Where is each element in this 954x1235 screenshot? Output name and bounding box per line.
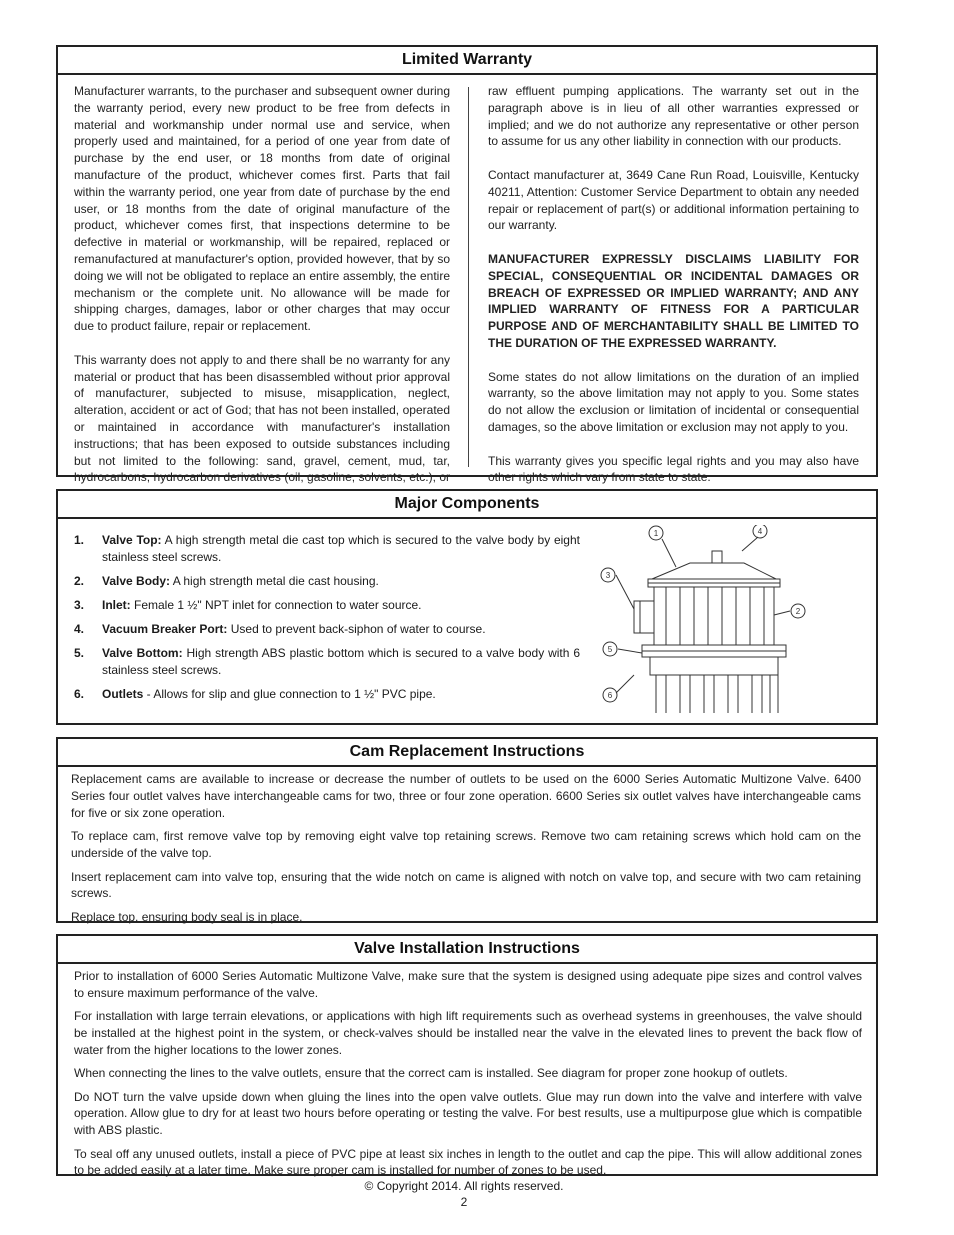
- component-item: [74, 645, 580, 679]
- component-term: Valve Top:: [102, 533, 162, 547]
- callout-6: 6: [607, 691, 613, 700]
- component-number: 1.: [74, 533, 85, 547]
- warranty-left-column: [74, 83, 450, 520]
- warranty-paragraph: Manufacturer warrants, to the purchaser and subsequent owner during the warranty period, every new product to be free from defects in material and workmanship under normal use and service, when properly used and maintained, for a period of one year from date of purchase by the end user, or 18 months from date of original manufacture of the product, whichever comes first. Parts that fail within the warranty period, one year from date of purchase by the end user, or 18 months from the date of original manufacture of the product, whichever comes first, that inspections determine to be defective in material or workmanship, will be repaired, replaced or remanufactured at manufacturer's option, provided however, that by so doing we will not be obligated to replace an entire assembly, the entire mechanism or the complete unit. No allowance will be made for shipping charges, damages, labor or other charges that may occur due to product failure, repair or replacement.: [74, 84, 450, 334]
- components-list: [74, 532, 580, 710]
- callout-1: 1: [653, 529, 659, 538]
- valve-installation-title: Valve Installation Instructions: [58, 936, 876, 964]
- component-item: [74, 532, 580, 566]
- cam-replacement-section: [56, 737, 878, 923]
- valve-diagram: [594, 525, 844, 721]
- component-item: [74, 686, 580, 703]
- major-components-title: Major Components: [58, 491, 876, 519]
- page-number: 2: [460, 1195, 468, 1209]
- valve-installation-section: [56, 934, 878, 1176]
- cam-paragraph: Replacement cams are available to increase or decrease the number of outlets to be used on the 6000 Series Automatic Multizone Valve. 6400 Series four outlet valves have interchangeable cams for two, three or four zone operation. 6600 Series six outlet valves have interchangeable cams for five or six zone operation.: [71, 772, 861, 820]
- component-description: A high strength metal die cast housing.: [170, 573, 379, 588]
- component-item: [74, 621, 580, 638]
- component-description: - Allows for slip and glue connection to 1 ½" PVC pipe.: [143, 686, 436, 701]
- component-description: High strength ABS plastic bottom which is secured to a valve body with 6 stainless steel screws.: [102, 645, 581, 677]
- inlet-port: [634, 601, 654, 633]
- component-item: [74, 573, 580, 590]
- component-number: 4.: [74, 621, 85, 636]
- warranty-disclaimer: MANUFACTURER EXPRESSLY DISCLAIMS LIABILITY FOR SPECIAL, CONSEQUENTIAL OR INCIDENTAL DAMAGES OR BREACH OF EXPRESSED OR IMPLIED WARRANTY; AND ANY IMPLIED WARRANTY OF FITNESS FOR A PARTICULAR PURPOSE AND OF MERCHANTABILITY SHALL BE LIMITED TO THE DURATION OF THE EXPRESSED WARRANTY.: [488, 251, 859, 350]
- cam-paragraph: Replace top, ensuring body seal is in place.: [71, 909, 303, 924]
- valve-top-dome: [652, 563, 776, 579]
- cam-paragraph: To replace cam, first remove valve top by removing eight valve top retaining screws. Remove two cam retaining screws which hold cam on the underside of the valve top.: [71, 829, 861, 860]
- limited-warranty-title: Limited Warranty: [58, 47, 876, 75]
- component-term: Valve Body:: [102, 573, 171, 588]
- cam-replacement-body: [71, 771, 861, 933]
- column-divider: [468, 87, 469, 467]
- valve-installation-body: [74, 968, 862, 1186]
- warranty-paragraph: This warranty does not apply to and there shall be no warranty for any material or product that has been disassembled without prior approval of manufacturer, subjected to misuse, misapplication, neglect, alteration, accident or act of God; that has not been installed, operated or maintained in accordance with manufacturer's installation instructions; that has been exposed to outside substances including but not limited to the following: sand, gravel, cement, mud, tar, hydrocarbons, hydrocarbon derivatives (oil, gasoline, solvents, etc.), or: [74, 352, 450, 485]
- cam-replacement-title: Cam Replacement Instructions: [58, 739, 876, 767]
- component-term: Outlets: [102, 686, 144, 701]
- valve-paragraph: To seal off any unused outlets, install a piece of PVC pipe at least six inches in length to the outlet and cap the pipe. This will allow additional zones to be added easily at a later time. Make sure proper cam is installed for number of zones to be used.: [74, 1146, 862, 1178]
- component-item: [74, 597, 580, 614]
- warranty-right-column: [488, 83, 859, 486]
- vacuum-breaker-port: [712, 551, 722, 563]
- component-description: Female 1 ½" NPT inlet for connection to water source.: [130, 597, 422, 612]
- component-description: Used to prevent back-siphon of water to course.: [227, 621, 486, 636]
- component-number: 2.: [74, 573, 85, 588]
- valve-paragraph: Prior to installation of 6000 Series Automatic Multizone Valve, make sure that the system is designed using adequate pipe sizes and control valves to ensure maximum performance of the valve.: [74, 969, 862, 1000]
- cam-paragraph: Insert replacement cam into valve top, ensuring that the wide notch on came is aligned with notch on valve top, and secure with two cam retaining screws.: [71, 869, 861, 901]
- valve-paragraph: When connecting the lines to the valve outlets, ensure that the correct cam is installed. See diagram for proper zone hookup of outlets.: [74, 1066, 788, 1081]
- warranty-paragraph: Contact manufacturer at, 3649 Cane Run Road, Louisville, Kentucky 40211, Attention: Customer Service Department to obtain any needed repair or replacement of part(s) or additional information pertaining to our warranty.: [488, 167, 859, 233]
- component-term: Vacuum Breaker Port:: [102, 621, 228, 636]
- component-number: 3.: [74, 597, 85, 612]
- callout-4: 4: [757, 527, 763, 536]
- warranty-paragraph: This warranty gives you specific legal rights and you may also have other rights which vary from state to state.: [488, 453, 859, 485]
- component-number: 6.: [74, 686, 85, 701]
- component-term: Valve Bottom:: [102, 645, 183, 660]
- copyright-notice: © Copyright 2014. All rights reserved.: [364, 1179, 564, 1193]
- major-components-section: [56, 489, 878, 725]
- callout-5: 5: [607, 645, 613, 654]
- warranty-paragraph: raw effluent pumping applications. The warranty set out in the paragraph above is in lieu of all other warranties expressed or implied; and we do not authorize any representative or other person to assume for us any other liability in connection with our products.: [488, 84, 859, 149]
- valve-paragraph: Do NOT turn the valve upside down when gluing the lines into the open valve outlets. Glue may run down into the valve and interfere with valve operation. Allow glue to dry for at least two hours before operating or testing the valve. For best results, use a multipurpose glue which is compatible with ABS plastic.: [74, 1089, 862, 1138]
- component-term: Inlet:: [102, 597, 131, 612]
- warranty-paragraph: Some states do not allow limitations on the duration of an implied warranty, so the above limitation may not apply to you. Some states do not allow the exclusion or limitation of incidental or consequential damages, so the above limitation or exclusion may not apply to you.: [488, 369, 859, 434]
- component-description: A high strength metal die cast top which is secured to the valve body by eight stainless steel screws.: [102, 533, 580, 564]
- component-number: 5.: [74, 645, 85, 660]
- valve-paragraph: For installation with large terrain elevations, or applications with high lift requirements such as overhead systems in greenhouses, the valve should be installed at the highest point in the system, or check-valves should be installed near the valve in the elevated lines to prevent the back flow of water from the higher locations to the lower zones.: [74, 1009, 862, 1057]
- callout-3: 3: [605, 571, 611, 580]
- callout-2: 2: [795, 607, 801, 616]
- limited-warranty-section: [56, 45, 878, 485]
- valve-body-housing: [654, 587, 774, 645]
